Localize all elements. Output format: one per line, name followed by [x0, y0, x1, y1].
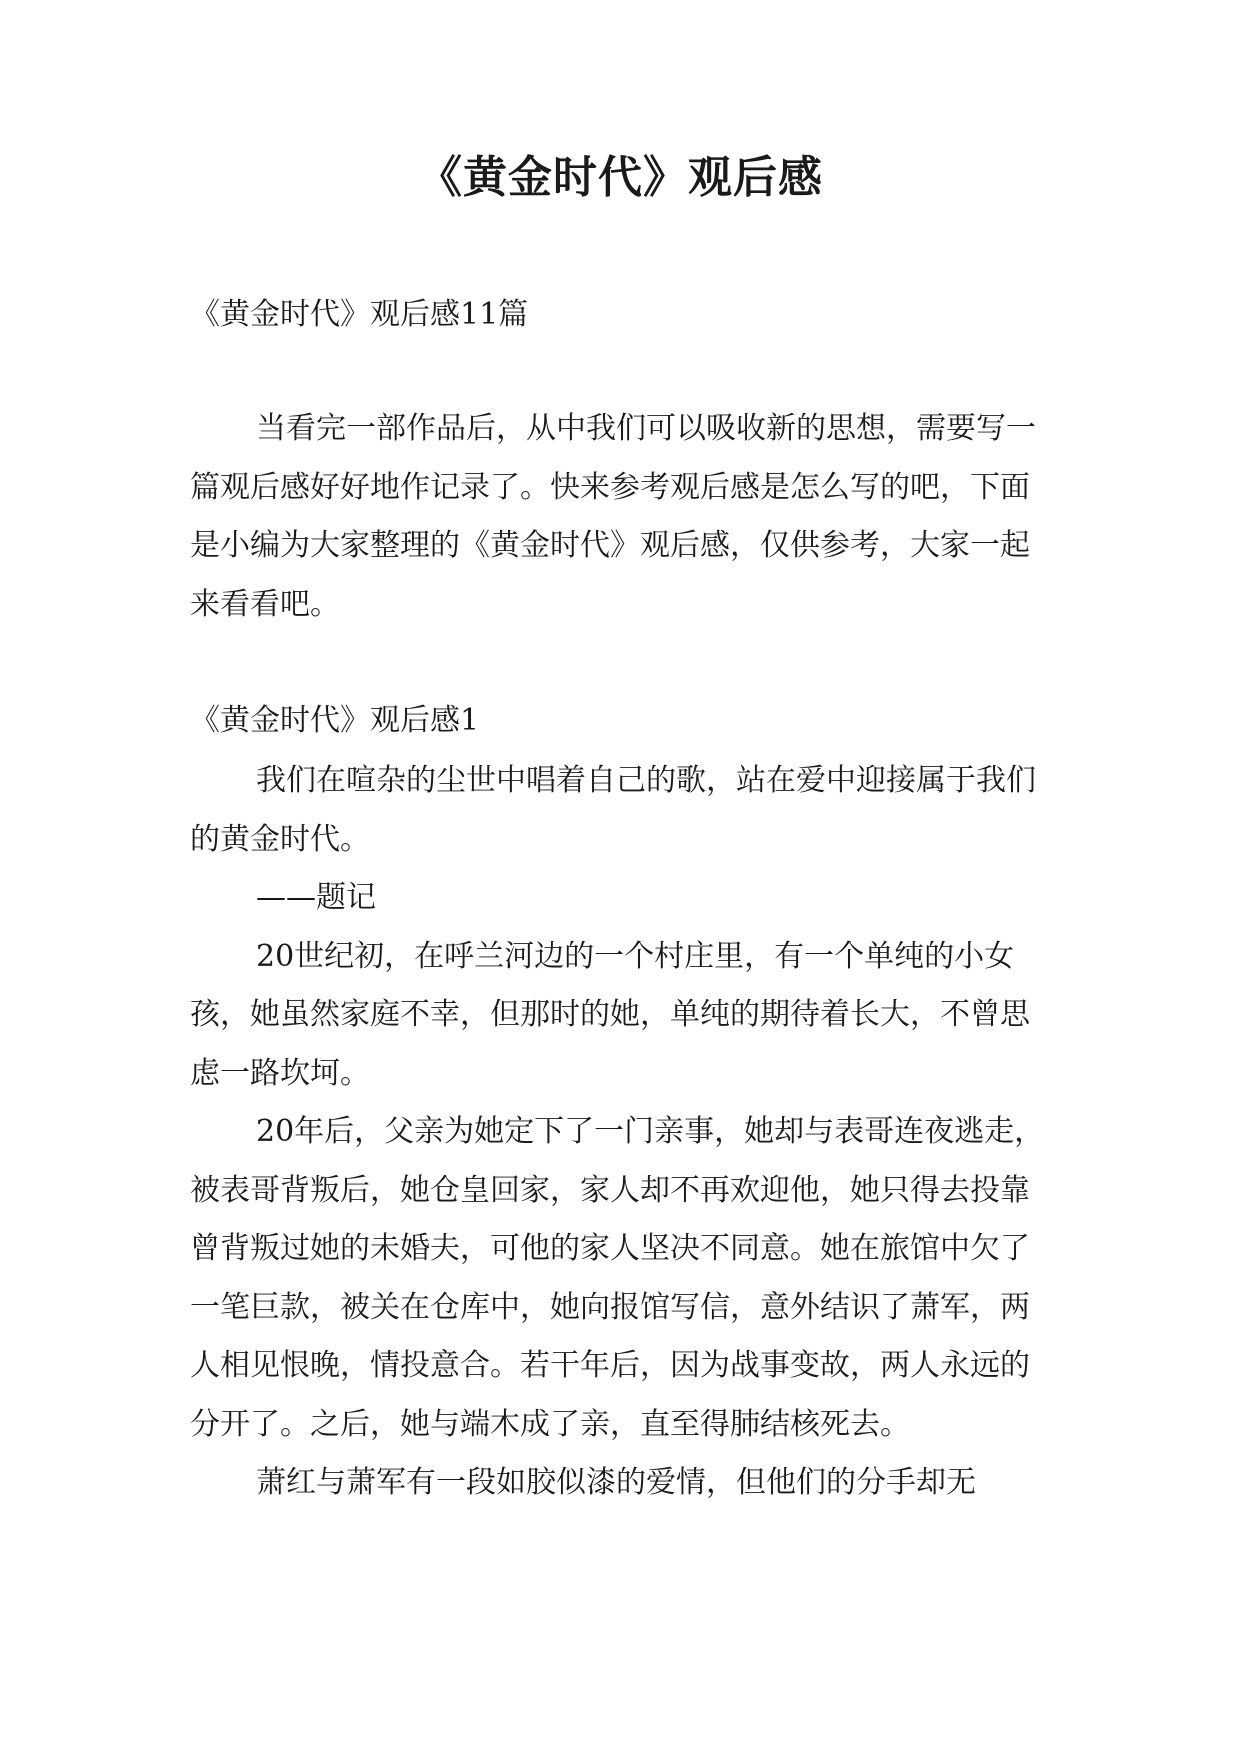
- paragraph: 我们在喧杂的尘世中唱着自己的歌，站在爱中迎接属于我们的黄金时代。: [190, 763, 1036, 857]
- document-subtitle: 《黄金时代》观后感11篇: [190, 297, 529, 332]
- section-body: [190, 752, 1052, 1513]
- page-title: 《黄金时代》观后感: [418, 152, 823, 203]
- paragraph: 20年后，父亲为她定下了一门亲事，她却与表哥连夜逃走，被表哥背叛后，她仓皇回家，家人却不再欢迎他，她只得去投靠曾背叛过她的未婚夫，可他的家人坚决不同意。她在旅馆中欠了一笔巨款，被关在仓库中，她向报馆写信，意外结识了萧军，两人相见恨晚，情投意合。若干年后，因为战事变故，两人永远的分开了。之后，她与端木成了亲，直至得肺结核死去。: [190, 1114, 1045, 1442]
- paragraph: 20世纪初，在呼兰河边的一个村庄里，有一个单纯的小女孩，她虽然家庭不幸，但那时的她，单纯的期待着长大，不曾思虑一路坎坷。: [190, 938, 1030, 1091]
- paragraph: 萧红与萧军有一段如胶似漆的爱情，但他们的分手却无: [256, 1465, 976, 1500]
- epigraph-attribution: ——题记: [256, 880, 376, 915]
- intro-paragraph: 当看完一部作品后，从中我们可以吸收新的思想，需要写一篇观后感好好地作记录了。快来参考观后感是怎么写的吧，下面是小编为大家整理的《黄金时代》观后感，仅供参考，大家一起来看看吧。: [190, 411, 1036, 622]
- section-heading: 《黄金时代》观后感1: [190, 703, 480, 738]
